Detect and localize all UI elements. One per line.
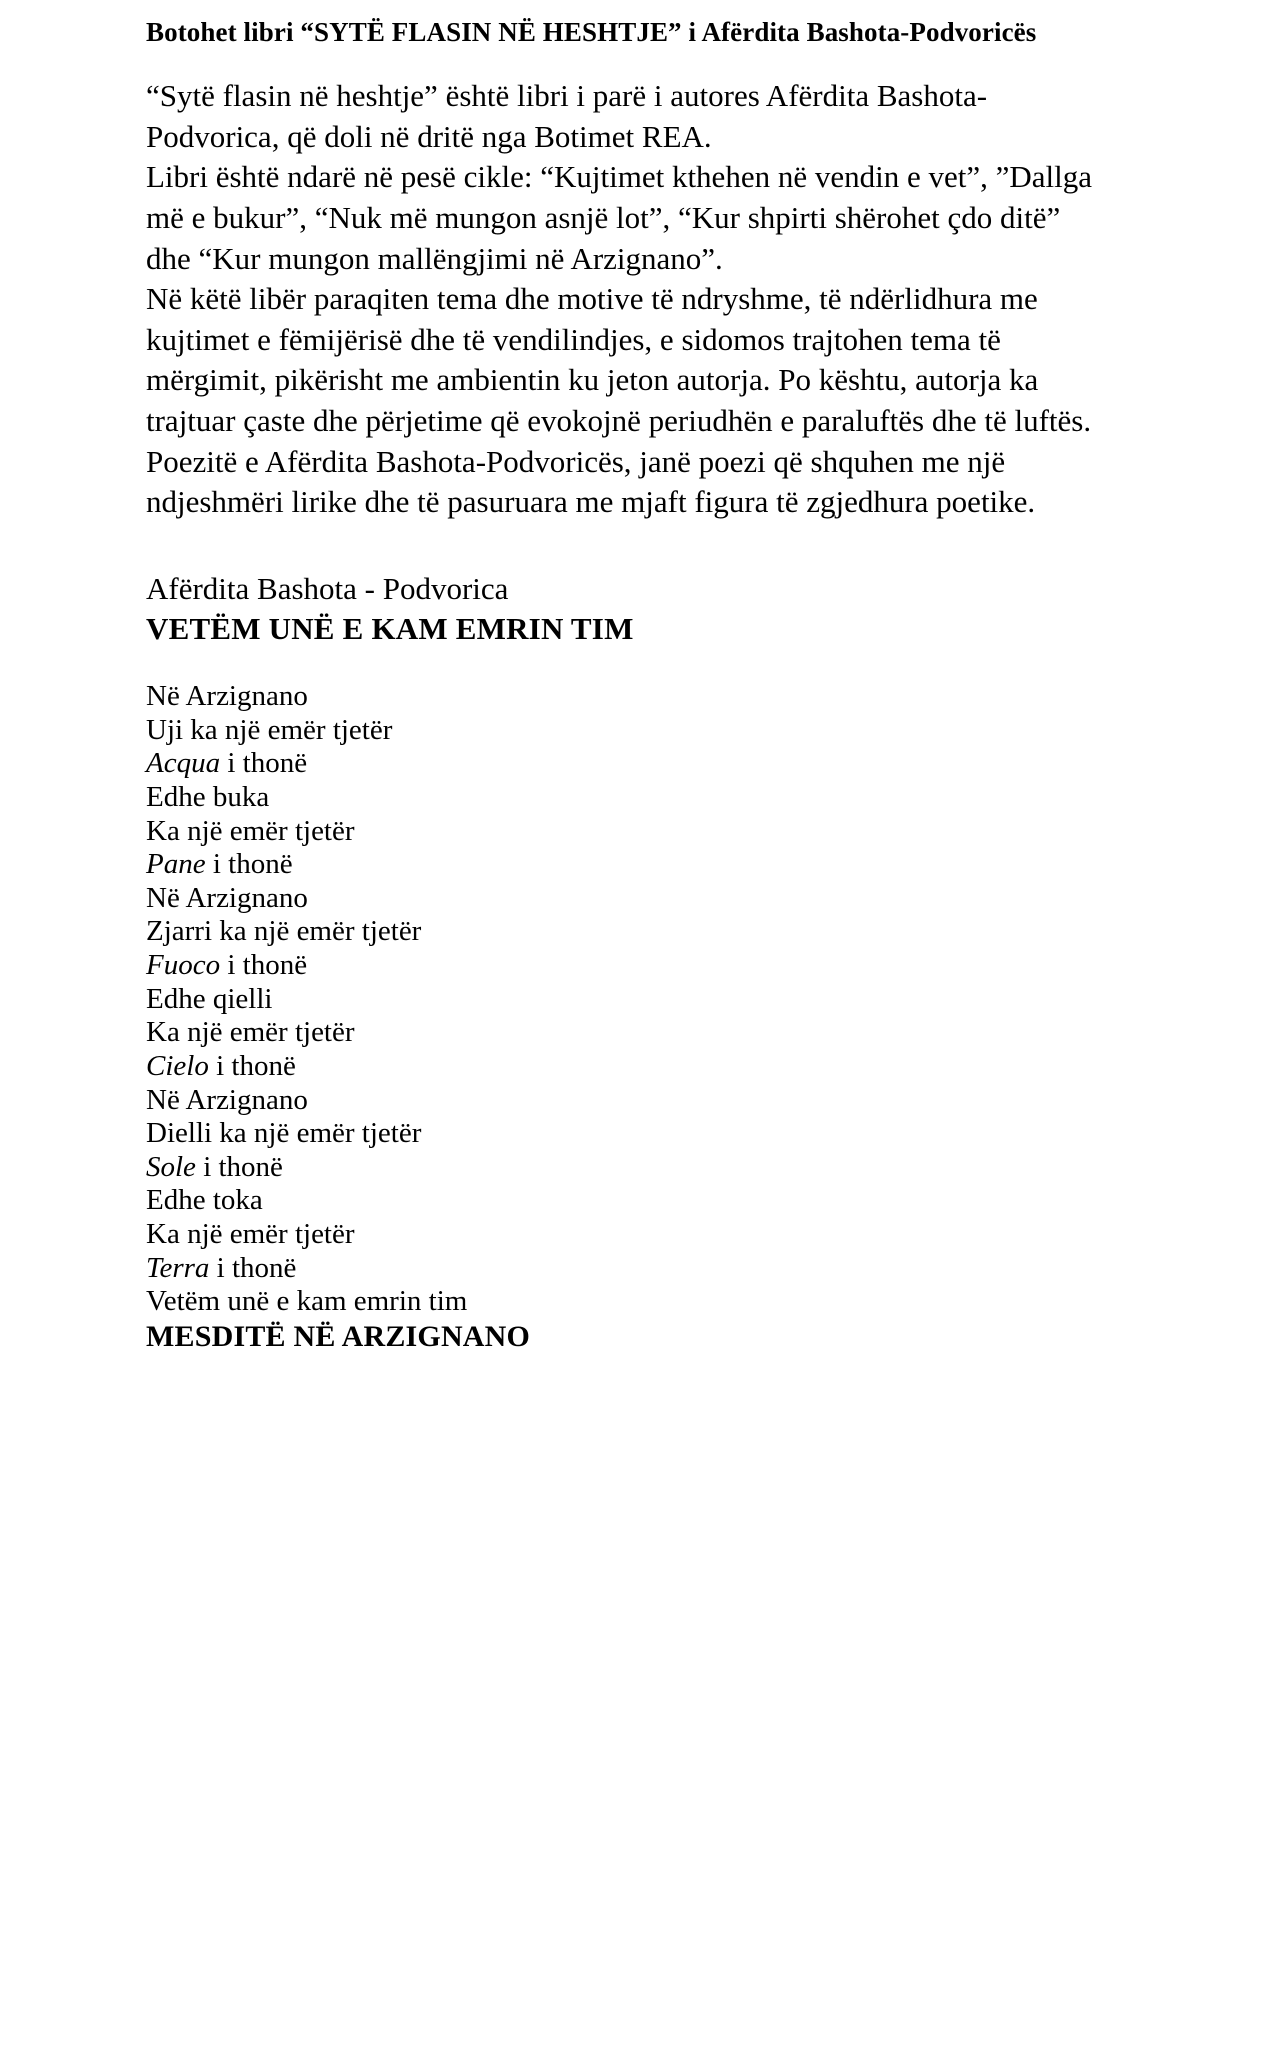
poem-line [146,1117,1224,1151]
poem-line [146,882,1224,916]
poem-line [146,915,1224,949]
poem-line-text: Ka një emër tjetër [146,1016,355,1049]
poem-line-text: i thonë [208,1049,296,1082]
poem-line-text: Në Arzignano [146,680,308,713]
poem-line [146,1218,1224,1252]
poem-line-text: i thonë [220,747,308,780]
poem-line [146,781,1224,815]
poem-line-text: Uji ka një emër tjetër [146,713,393,746]
poem-line [146,1016,1224,1050]
poem-author: Afërdita Bashota - Podvorica [146,570,509,606]
poem-line-text: Edhe buka [146,780,270,813]
page-title: Botohet libri “SYTË FLASIN NË HESHTJE” i Afërdita Bashota-Podvoricës [146,17,1037,47]
intro-paragraph-3: Në këtë libër paraqiten tema dhe motive të ndryshme, të ndërlidhura me kujtimet e fëmijërisë dhe të vendilindjes, e sidomos trajtohen tema të mërgimit, pikërisht me ambientin ku jeton autorja. Po kështu, autorja ka trajtuar çaste dhe përjetime që evokojnë periudhën e paraluftës dhe të luftës. Poezitë e Afërdita Bashota-Podvoricës, janë poezi që shquhen me një ndjeshmëri lirike dhe të pasuruara me mjaft figura të zgjedhura poetike. [146,281,1092,520]
poem-line [146,983,1224,1017]
poem-line [146,714,1224,748]
poem-line-text: Ka një emër tjetër [146,814,355,847]
poem-line-text: Zjarri ka një emër tjetër [146,915,422,948]
poem-line-text: Në Arzignano [146,1083,308,1116]
poem-line [146,815,1224,849]
poem-line-text: i thonë [209,1251,297,1284]
poem-line [146,1050,1224,1084]
poem-line-text: Edhe qielli [146,982,273,1015]
poem-line-italic-word: Pane [146,848,206,881]
poem-line [146,747,1224,781]
next-poem-title: MESDITË NË ARZIGNANO [146,1319,531,1353]
poem-line-italic-word: Cielo [146,1049,209,1082]
poem-line-text: Vetëm unë e kam emrin tim [146,1285,468,1318]
poem-line-text: Dielli ka një emër tjetër [146,1117,422,1150]
poem-line [146,1252,1224,1286]
section-spacer [146,523,1224,569]
poem-line [146,1151,1224,1185]
poem-line-italic-word: Sole [146,1150,196,1183]
poem-line-italic-word: Terra [146,1251,210,1284]
poem-line-text: Edhe toka [146,1184,263,1217]
poem-title: VETËM UNË E KAM EMRIN TIM [146,611,634,647]
poem-line [146,949,1224,983]
poem-line-text: i thonë [220,949,308,982]
poem-line-italic-word: Acqua [146,747,221,780]
intro-paragraph-2: Libri është ndarë në pesë cikle: “Kujtimet kthehen në vendin e vet”, ”Dallga më e bukur”, “Nuk më mungon asnjë lot”, “Kur shpirti shërohet çdo ditë” dhe “Kur mungon mallëngjimi në Arzignano”. [146,159,1092,276]
poem-body [146,680,1224,1319]
poem-line-text: i thonë [205,848,293,881]
poem-line-italic-word: Fuoco [146,949,221,982]
poem-line [146,848,1224,882]
poem-line [146,1184,1224,1218]
poem-line-text: Ka një emër tjetër [146,1218,355,1251]
intro-paragraph-1: “Sytë flasin në heshtje” është libri i parë i autores Afërdita Bashota-Podvorica, që doli në dritë nga Botimet REA. [146,78,988,154]
poem-line [146,1084,1224,1118]
poem-spacer [146,650,1224,680]
poem-line [146,1285,1224,1319]
poem-line-text: Në Arzignano [146,881,308,914]
poem-line-text: i thonë [195,1150,283,1183]
poem-line [146,680,1224,714]
